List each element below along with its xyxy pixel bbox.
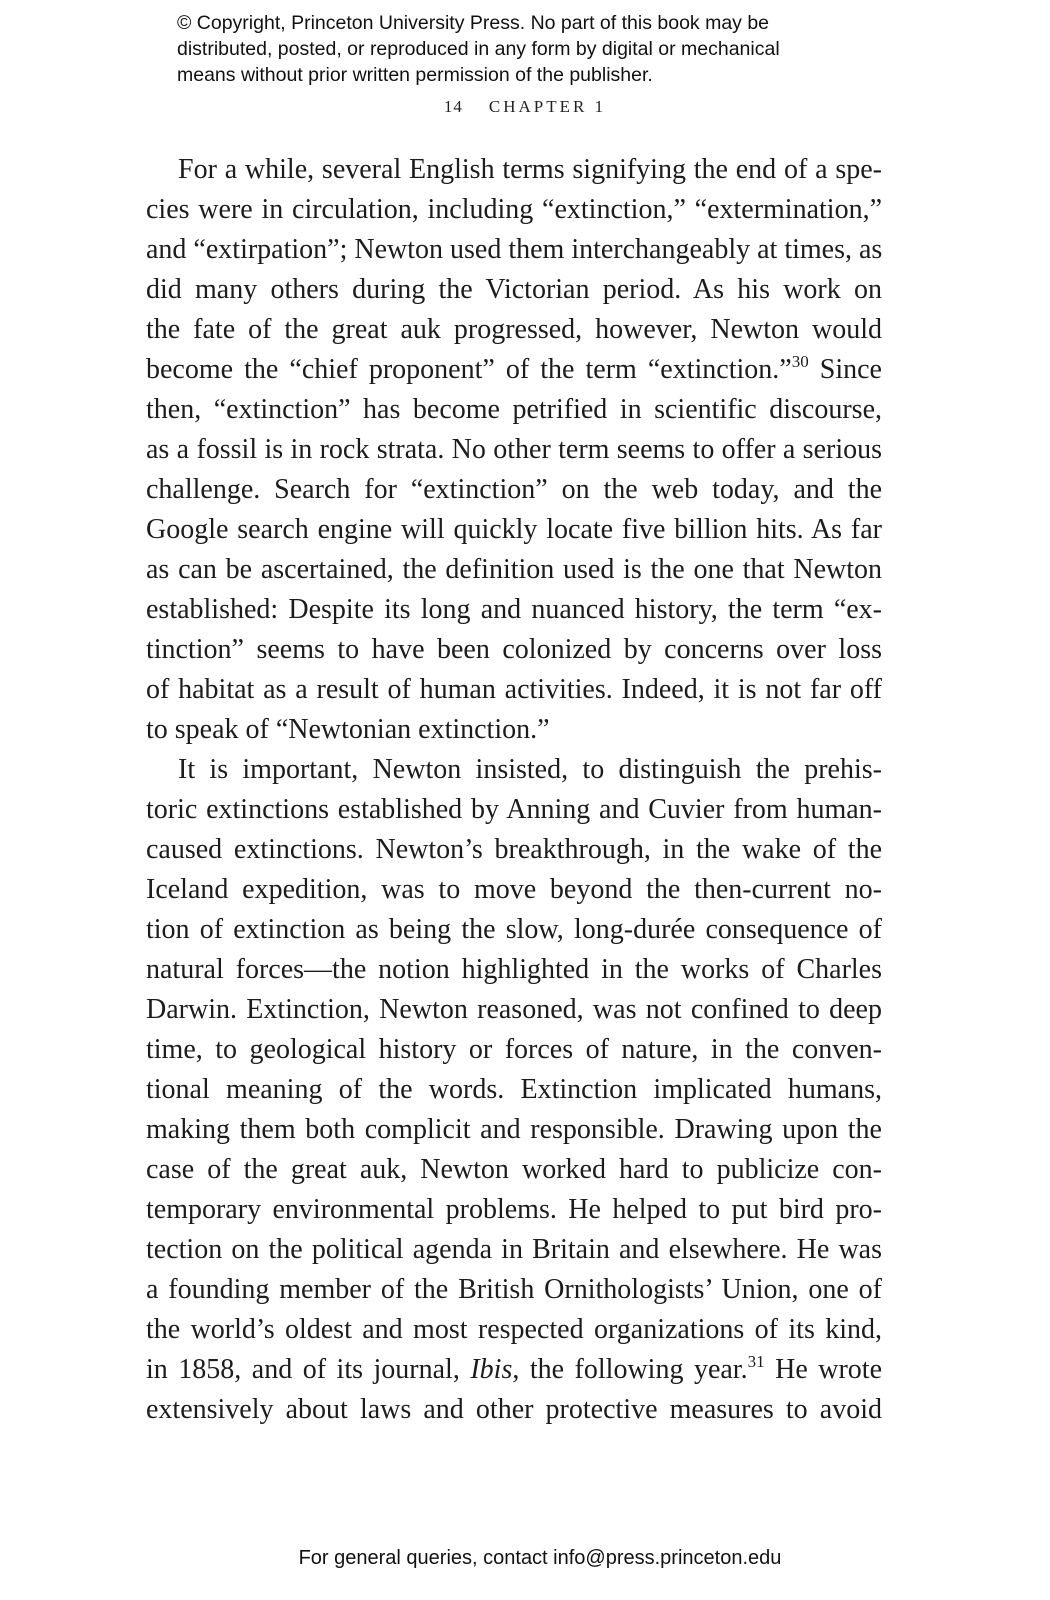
text-line: tection on the political agenda in Britain and elsewhere. He was — [146, 1234, 882, 1265]
body-text — [146, 150, 882, 1430]
text-segment: , the following year. — [512, 1354, 748, 1385]
page-number: 14 — [443, 97, 463, 116]
text-line: tinction” seems to have been colonized by concerns over loss — [146, 634, 882, 665]
text-segment: in 1858, and of its journal, — [146, 1354, 471, 1385]
text-line: Google search engine will quickly locate five billion hits. As far — [146, 514, 882, 545]
text-line: a founding member of the British Ornithologists’ Union, one of — [146, 1274, 882, 1305]
text-line — [146, 1350, 882, 1390]
text-line: cies were in circulation, including “extinction,” “extermination,” — [146, 194, 882, 225]
text-line: to speak of “Newtonian extinction.” — [146, 714, 550, 745]
chapter-label: CHAPTER 1 — [488, 97, 607, 116]
text-line: natural forces—the notion highlighted in the works of Charles — [146, 954, 882, 985]
journal-title: Ibis — [470, 1354, 513, 1385]
text-line: case of the great auk, Newton worked hard to publicize con- — [146, 1154, 882, 1185]
footnote-marker-31[interactable]: 31 — [747, 1352, 765, 1371]
text-segment: He wrote — [764, 1354, 883, 1385]
text-line: For a while, several English terms signifying the end of a spe- — [178, 154, 882, 185]
text-line: tional meaning of the words. Extinction implicated humans, — [146, 1074, 882, 1105]
copyright-notice — [177, 10, 877, 88]
text-line: caused extinctions. Newton’s breakthrough, in the wake of the — [146, 834, 882, 865]
footnote-marker-30[interactable]: 30 — [791, 352, 809, 371]
text-line: challenge. Search for “extinction” on the web today, and the — [146, 474, 882, 505]
text-line: the world’s oldest and most respected organizations of its kind, — [146, 1314, 882, 1345]
text-segment: become the “chief proponent” of the term “extinction.” — [146, 354, 792, 385]
text-line: as can be ascertained, the definition used is the one that Newton — [146, 554, 882, 585]
copyright-line: © Copyright, Princeton University Press. No part of this book may be — [177, 12, 770, 34]
text-line: and “extirpation”; Newton used them interchangeably at times, as — [146, 234, 883, 265]
text-line: Darwin. Extinction, Newton reasoned, was not confined to deep — [146, 994, 882, 1025]
text-line: of habitat as a result of human activities. Indeed, it is not far off — [146, 674, 882, 705]
text-line — [146, 350, 882, 390]
text-line: did many others during the Victorian period. As his work on — [146, 274, 882, 305]
text-line: established: Despite its long and nuanced history, the term “ex- — [146, 594, 882, 625]
text-segment: Since — [808, 354, 882, 385]
text-line: making them both complicit and responsible. Drawing upon the — [146, 1114, 882, 1145]
text-line: as a fossil is in rock strata. No other term seems to offer a serious — [146, 434, 882, 465]
copyright-line: distributed, posted, or reproduced in any form by digital or mechanical — [177, 38, 780, 60]
copyright-line: means without prior written permission of the publisher. — [177, 64, 653, 86]
text-line: It is important, Newton insisted, to distinguish the prehis- — [178, 754, 882, 785]
paragraph-2 — [146, 750, 882, 1430]
text-line: Iceland expedition, was to move beyond the then-current no- — [146, 874, 882, 905]
text-line: toric extinctions established by Anning and Cuvier from human- — [146, 794, 882, 825]
text-line: time, to geological history or forces of nature, in the conven- — [146, 1034, 882, 1065]
text-line: then, “extinction” has become petrified in scientific discourse, — [146, 394, 882, 425]
text-line: extensively about laws and other protective measures to avoid — [146, 1394, 882, 1425]
paragraph-1 — [146, 150, 882, 750]
text-line: temporary environmental problems. He helped to put bird pro- — [146, 1194, 882, 1225]
text-line: the fate of the great auk progressed, however, Newton would — [146, 314, 882, 345]
running-head — [0, 97, 1050, 117]
contact-footer: For general queries, contact info@press.princeton.edu — [298, 1547, 782, 1569]
text-line: tion of extinction as being the slow, long-durée consequence of — [146, 914, 882, 945]
